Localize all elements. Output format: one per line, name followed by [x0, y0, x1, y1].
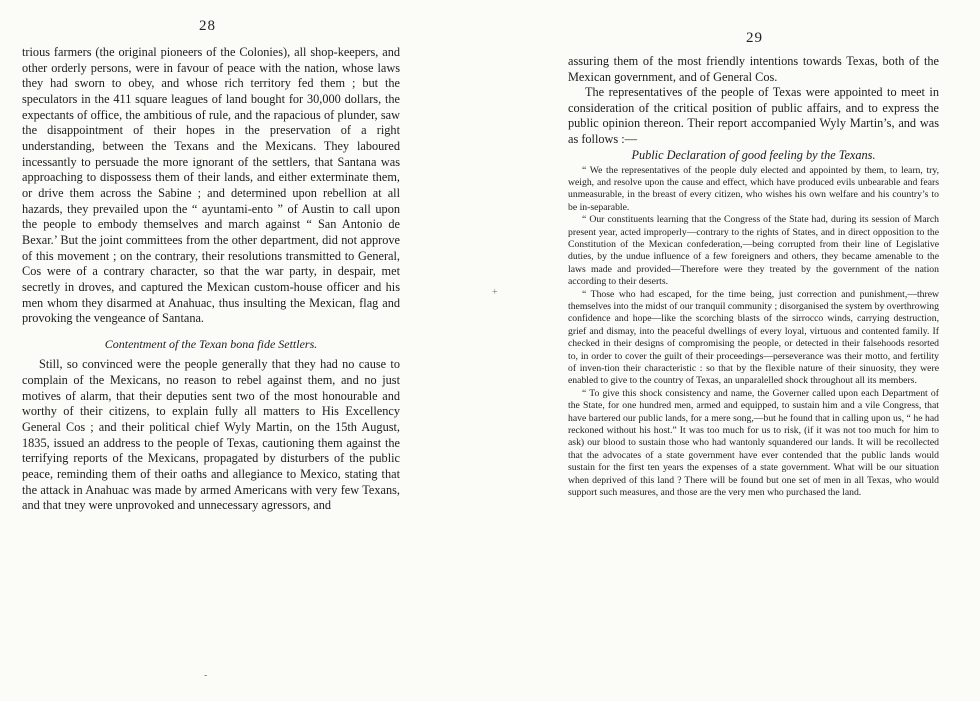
right-paragraph-continued: assuring them of the most friendly intentions towards Texas, both of the Mexican government, and of General Cos. — [568, 54, 939, 84]
left-paragraph-still: Still, so convinced were the people generally that they had no cause to complain of the Mexicans, no reason to rebel against them, and no just motives of alarm, that their deputies sent two of the most honourable and worthy of their citizens, to explain fully all matters to His Excellency General Cos ; and their political chief Wyly Martin, on the 15th August, 1835, issued an address to the people of Texas, cautioning them against the terrifying reports of the Mexicans, propagated by disturbers of the public peace, reminding them of their oaths and allegiance to Mexico, stating that the attack in Anahuac was made by armed Americans with very few Texans, and that tney were unprovoked and unnecessary agressors, and — [22, 357, 400, 513]
declaration-paragraph: “ Those who had escaped, for the time being, just correction and punishment,—threw themselves into the midst of our tranquil community ; disorganised the system by overthrowing confidence and hope—like the scorching blasts of the sirrocco winds, carrying destruction, grief and dismay, into the peaceful dwellings of every loyal, virtuous and contented family. If checked in their designs of compromising the people, or detected in their falsehoods resorted to, in order to cover the guilt of their proceedings—perseverance was their motto, and fertility of inven-tion their characteristic : so that by the flexible nature of their sinuosity, they were enabled to give to the country of Texas, an unparalelled shock throughout all its members. — [568, 288, 939, 387]
page-number-left: 28 — [199, 18, 216, 34]
right-paragraph-representatives: The representatives of the people of Texas were appointed to meet in consideration of the critical position of public affairs, and to express the public opinion thereon. Their report accompanied Wyly Martin’s, and was as follows :— — [568, 85, 939, 146]
declaration-paragraph: “ Our constituents learning that the Congress of the State had, during its session of March present year, acted improperly—contrary to the rights of States, and in direct opposition to the Constitution of the Mexican confederation,—being corrupted from their line of Legislative duties, by the undue influence of a few foreigners and others, they became amenable to the laws made and provided—Therefore were they treated by the government of the nation according to their deserts. — [568, 214, 939, 288]
page-number-right: 29 — [746, 30, 763, 46]
bottom-mark: - — [204, 670, 208, 681]
declaration-paragraph: “ We the representatives of the people duly elected and appointed by them, to learn, try, weigh, and resolve upon the cause and effect, which have produced evils unbearable and fears unmeasurable, in the breast of every citizen, who wishes his own welfare and his country’s to be in-separable. — [568, 164, 939, 213]
gutter-mark: + — [492, 287, 498, 298]
left-page — [22, 45, 400, 514]
declaration-paragraph: “ To give this shock consistency and name, the Governer called upon each Department of the State, for one hundred men, armed and equipped, to sustain him and a vile Congress, that have bartered our public lands, for a mere song,—but he found that in calling upon us, “ he had reckoned without his host.” It was too much for us to risk, (if it was not too much for him to ask) our blood to sustain those who had wantonly squandered our lands. It will be recollected that the advocates of a state government have ever contended that the public lands would sustain for the first ten years the expenses of a state government. What will be our situation when deprived of this land ? There will be found but one set of men in all Texas, who would support such measures, and those are the very men who purchased the land. — [568, 387, 939, 499]
left-paragraph-continued: trious farmers (the original pioneers of the Colonies), all shop-keepers, and other orderly persons, were in favour of peace with the nation, whose laws they had sworn to obey, and whose rich territory fed them ; but the speculators in the 411 square leagues of land bought for 30,000 dollars, the expectants of office, the ambitious of rule, and the rapacious of plunder, saw the disappointment of their hopes in the preservation of a right understanding, between the Texans and the Mexicans. They laboured incessantly to persuade the more ignorant of the settlers, that Santana was approaching to dispossess them of their lands, and either exterminate them, or drive them across the Sabine ; and determined upon rebellion at all hazards, they prevailed upon the “ ayuntami-ento ” of Austin to call upon the people to embody themselves and march against “ San Antonio de Bexar.’ But the joint committees from the other department, did not approve of this movement ; on the contrary, their resolutions transmitted to General, Cos were of a contrary character, so that the war party, in despair, met secretly in droves, and captured the Mexican custom-house officer and his men whom they disarmed at Anahuac, thus insulting the Mexican, flag and provoking the vengeance of Santana. — [22, 45, 400, 326]
section-heading-contentment: Contentment of the Texan bona fide Settlers. — [104, 336, 318, 351]
section-heading-declaration: Public Declaration of good feeling by the Texans. — [631, 148, 876, 162]
right-page — [568, 54, 939, 499]
